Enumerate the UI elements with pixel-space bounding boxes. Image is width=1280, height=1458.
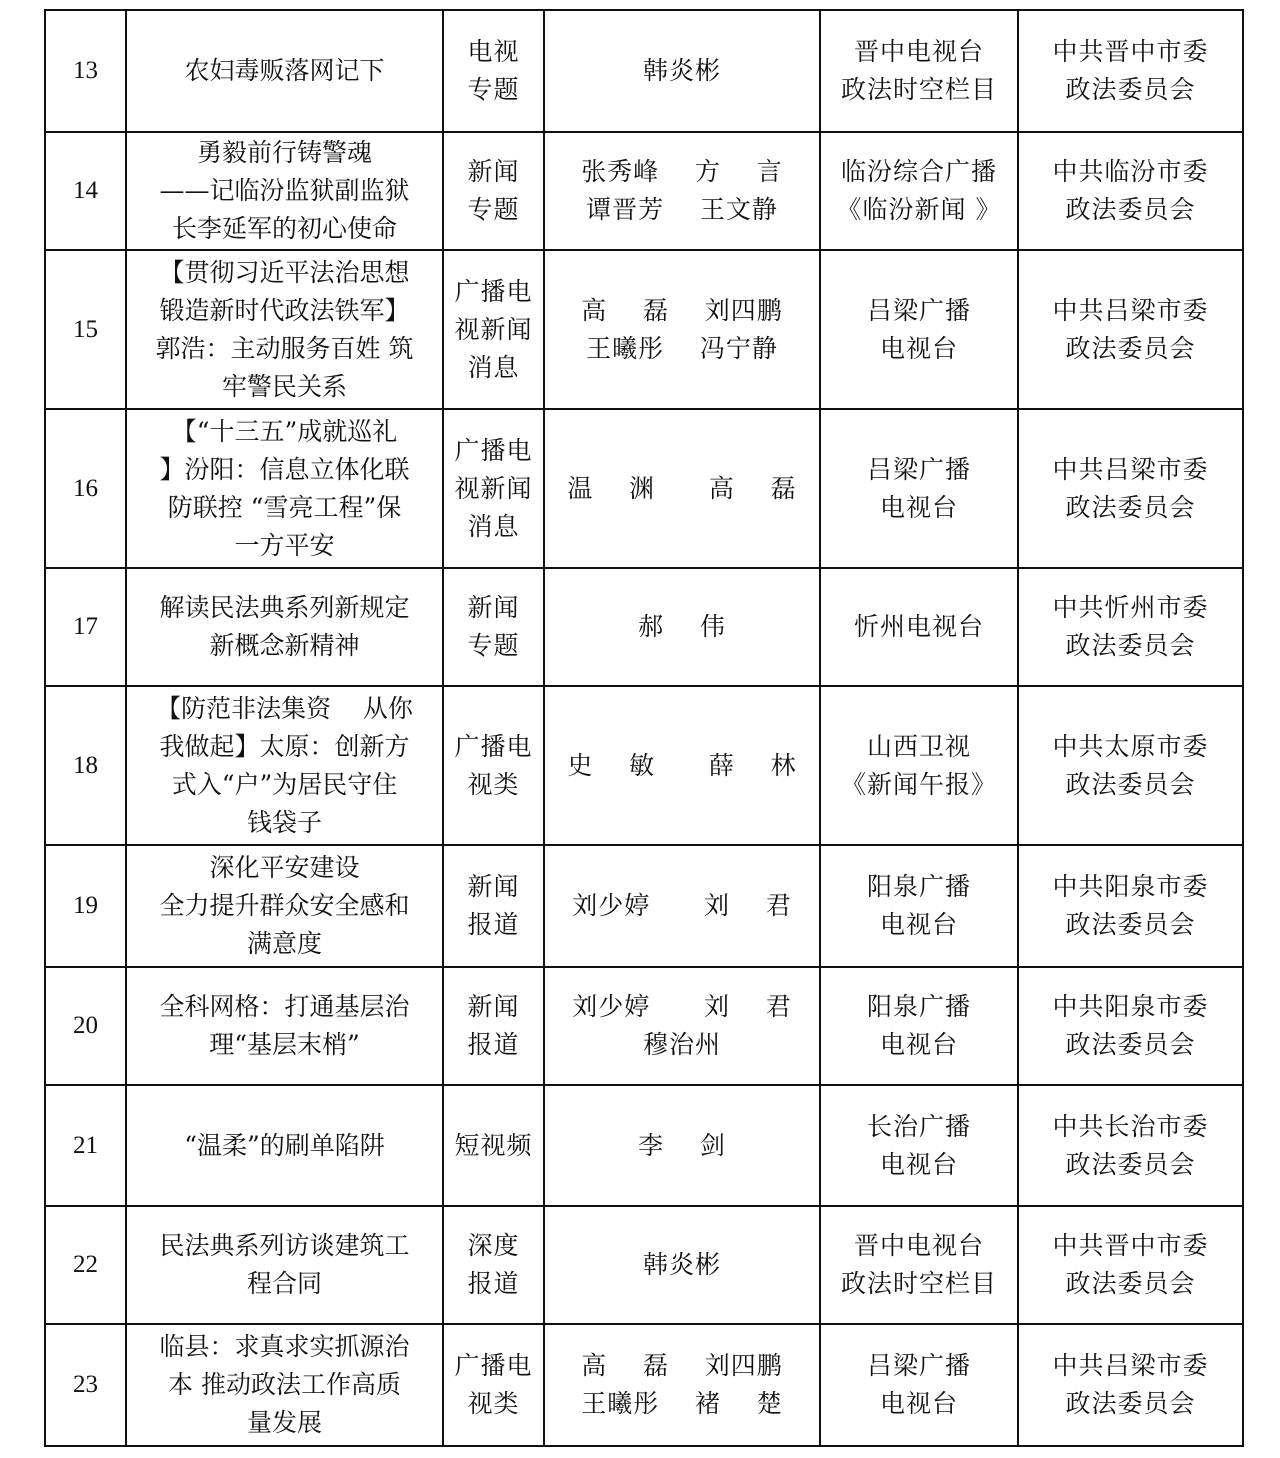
cell-authors <box>544 10 820 132</box>
cell-outlet-line: 电视台 <box>879 492 958 522</box>
table-row <box>45 1324 1243 1446</box>
cell-unit <box>1018 1206 1243 1324</box>
cell-outlet-line: 《临汾新闻 》 <box>836 195 1002 224</box>
table-row <box>45 845 1243 967</box>
cell-outlet <box>820 967 1018 1085</box>
cell-title <box>126 132 443 250</box>
cell-authors-line: 史 敏 薛 林 <box>567 750 797 780</box>
cell-category-line: 广播电 <box>454 435 533 465</box>
cell-title-line: 我做起】太原：创新方 <box>159 731 410 761</box>
cell-authors <box>544 250 820 409</box>
cell-category-line: 报道 <box>467 1030 520 1059</box>
cell-title-line: 满意度 <box>246 929 322 958</box>
cell-category-line: 深度 <box>467 1231 520 1260</box>
cell-authors-line: 张秀峰 方 言 <box>581 157 783 186</box>
cell-title <box>126 1085 443 1206</box>
cell-title-line: 【贯彻习近平法治思想 <box>159 257 410 287</box>
cell-unit-line: 中共阳泉市委 <box>1052 992 1209 1021</box>
cell-unit-line: 政法委员会 <box>1065 1030 1196 1059</box>
cell-unit-line: 政法委员会 <box>1065 492 1196 522</box>
cell-outlet <box>820 686 1018 845</box>
cell-number: 18 <box>45 686 126 845</box>
cell-unit <box>1018 132 1243 250</box>
cell-outlet-line: 长治广播 <box>866 1111 971 1141</box>
cell-unit-line: 政法委员会 <box>1065 1149 1196 1179</box>
cell-authors-line: 韩炎彬 <box>642 56 721 85</box>
cell-category <box>443 1206 544 1324</box>
cell-outlet-line: 吕梁广播 <box>866 1351 971 1380</box>
cell-category-line: 报道 <box>467 910 520 939</box>
cell-category <box>443 132 544 250</box>
cell-title-line: 防联控 “雪亮工程”保 <box>167 492 402 522</box>
cell-authors-line: 王曦彤 褚 楚 <box>581 1389 783 1418</box>
cell-authors <box>544 568 820 686</box>
cell-title-line: 【“十三五”成就巡礼 <box>171 416 398 446</box>
cell-unit-line: 中共临汾市委 <box>1052 157 1209 186</box>
cell-outlet <box>820 250 1018 409</box>
cell-category-line: 消息 <box>467 352 520 382</box>
cell-category <box>443 10 544 132</box>
cell-outlet-line: 吕梁广播 <box>866 454 971 484</box>
cell-authors-line: 刘少婷 刘 君 <box>572 992 792 1021</box>
cell-outlet-line: 政法时空栏目 <box>840 75 997 104</box>
cell-title-line: 新概念新精神 <box>209 631 360 660</box>
cell-title-line: 锻造新时代政法铁军】 <box>159 295 410 325</box>
cell-unit <box>1018 568 1243 686</box>
cell-title <box>126 845 443 967</box>
cell-unit <box>1018 409 1243 568</box>
cell-unit-line: 政法委员会 <box>1065 1389 1196 1418</box>
cell-authors <box>544 1324 820 1446</box>
cell-title-line: 本 推动政法工作高质 <box>168 1370 401 1399</box>
cell-unit <box>1018 1324 1243 1446</box>
cell-number: 13 <box>45 10 126 132</box>
cell-unit-line: 政法委员会 <box>1065 195 1196 224</box>
cell-number: 21 <box>45 1085 126 1206</box>
cell-authors <box>544 845 820 967</box>
cell-title-line: 农妇毒贩落网记下 <box>184 56 385 85</box>
cell-title-line: 钱袋子 <box>246 807 322 837</box>
cell-category-line: 广播电 <box>454 276 533 306</box>
cell-unit-line: 中共长治市委 <box>1052 1111 1209 1141</box>
cell-category-line: 新闻 <box>467 157 520 186</box>
table-row <box>45 1206 1243 1324</box>
cell-category <box>443 250 544 409</box>
cell-outlet-line: 电视台 <box>879 1149 958 1179</box>
cell-unit-line: 政法委员会 <box>1065 333 1196 363</box>
cell-outlet-line: 电视台 <box>879 910 958 939</box>
cell-authors <box>544 967 820 1085</box>
cell-authors-line: 温 渊 高 磊 <box>567 473 797 503</box>
cell-category-line: 视新闻 <box>454 314 533 344</box>
cell-title <box>126 409 443 568</box>
cell-category <box>443 568 544 686</box>
cell-outlet <box>820 845 1018 967</box>
cell-unit-line: 政法委员会 <box>1065 769 1196 799</box>
cell-outlet-line: 阳泉广播 <box>866 872 971 901</box>
cell-category-line: 专题 <box>467 75 520 104</box>
table-row <box>45 1085 1243 1206</box>
cell-title-line: 长李延军的初心使命 <box>171 214 397 243</box>
cell-title <box>126 686 443 845</box>
cell-unit <box>1018 686 1243 845</box>
awards-table <box>44 9 1244 1447</box>
cell-authors-line: 高 磊 刘四鹏 <box>581 1351 783 1380</box>
cell-unit-line: 中共阳泉市委 <box>1052 872 1209 901</box>
cell-category <box>443 845 544 967</box>
cell-number: 23 <box>45 1324 126 1446</box>
cell-outlet-line: 临汾综合广播 <box>840 157 997 186</box>
cell-outlet-line: 阳泉广播 <box>866 992 971 1021</box>
cell-unit <box>1018 1085 1243 1206</box>
cell-unit <box>1018 250 1243 409</box>
table-row <box>45 967 1243 1085</box>
cell-outlet <box>820 409 1018 568</box>
cell-category-line: 视类 <box>467 769 520 799</box>
cell-unit-line: 政法委员会 <box>1065 910 1196 939</box>
cell-outlet-line: 晋中电视台 <box>853 37 984 66</box>
cell-unit-line: 中共太原市委 <box>1052 731 1209 761</box>
cell-authors-line: 李 剑 <box>638 1130 726 1160</box>
cell-authors-line: 王曦彤 冯宁静 <box>586 333 778 363</box>
table-row <box>45 568 1243 686</box>
cell-unit-line: 中共吕梁市委 <box>1052 454 1209 484</box>
cell-title-line: 【防范非法集资 从你 <box>156 693 413 723</box>
cell-title <box>126 1206 443 1324</box>
cell-unit <box>1018 845 1243 967</box>
cell-title <box>126 967 443 1085</box>
cell-category-line: 专题 <box>467 195 520 224</box>
cell-category-line: 视类 <box>467 1389 520 1418</box>
cell-title-line: “温柔”的刷单陷阱 <box>184 1130 385 1160</box>
cell-outlet-line: 山西卫视 <box>866 731 971 761</box>
cell-unit-line: 中共吕梁市委 <box>1052 295 1209 325</box>
cell-unit-line: 中共晋中市委 <box>1052 1231 1209 1260</box>
cell-category <box>443 409 544 568</box>
cell-title-line: 理“基层末梢” <box>209 1030 360 1059</box>
cell-outlet <box>820 1324 1018 1446</box>
cell-outlet <box>820 10 1018 132</box>
cell-category-line: 消息 <box>467 511 520 541</box>
table-row <box>45 409 1243 568</box>
cell-outlet <box>820 132 1018 250</box>
cell-unit-line: 政法委员会 <box>1065 75 1196 104</box>
cell-authors <box>544 1085 820 1206</box>
cell-title-line: 全力提升群众安全感和 <box>159 891 410 920</box>
cell-outlet-line: 忻州电视台 <box>853 612 984 641</box>
cell-title-line: 深化平安建设 <box>209 853 360 882</box>
cell-title-line: 郭浩：主动服务百姓 筑 <box>155 333 414 363</box>
cell-category-line: 广播电 <box>454 1351 533 1380</box>
cell-title-line: 牢警民关系 <box>221 371 347 401</box>
cell-authors <box>544 1206 820 1324</box>
cell-title <box>126 568 443 686</box>
cell-category-line: 报道 <box>467 1269 520 1298</box>
cell-category-line: 新闻 <box>467 593 520 622</box>
cell-category-line: 新闻 <box>467 872 520 901</box>
table-body <box>45 10 1243 1446</box>
cell-number: 19 <box>45 845 126 967</box>
cell-category <box>443 1085 544 1206</box>
cell-category-line: 电视 <box>467 37 520 66</box>
cell-title <box>126 10 443 132</box>
cell-title-line: 勇毅前行铸警魂 <box>196 138 372 167</box>
table-row <box>45 686 1243 845</box>
cell-title-line: 】汾阳：信息立体化联 <box>159 454 410 484</box>
cell-number: 17 <box>45 568 126 686</box>
cell-category-line: 专题 <box>467 631 520 660</box>
cell-category-line: 新闻 <box>467 992 520 1021</box>
cell-outlet-line: 吕梁广播 <box>866 295 971 325</box>
cell-outlet-line: 政法时空栏目 <box>840 1269 997 1298</box>
cell-outlet-line: 电视台 <box>879 333 958 363</box>
cell-authors <box>544 409 820 568</box>
cell-title-line: 式入“户”为居民守住 <box>171 769 398 799</box>
cell-authors-line: 穆治州 <box>642 1030 721 1059</box>
cell-authors-line: 刘少婷 刘 君 <box>572 891 792 920</box>
cell-title-line: 解读民法典系列新规定 <box>159 593 410 622</box>
cell-category-line: 视新闻 <box>454 473 533 503</box>
cell-authors-line: 高 磊 刘四鹏 <box>581 295 783 325</box>
cell-title-line: 程合同 <box>246 1269 322 1298</box>
cell-category <box>443 967 544 1085</box>
cell-outlet <box>820 1206 1018 1324</box>
cell-outlet-line: 晋中电视台 <box>853 1231 984 1260</box>
cell-title <box>126 250 443 409</box>
cell-unit-line: 中共吕梁市委 <box>1052 1351 1209 1380</box>
cell-unit-line: 政法委员会 <box>1065 631 1196 660</box>
cell-title-line: 一方平安 <box>234 530 335 560</box>
cell-outlet <box>820 1085 1018 1206</box>
table-row <box>45 132 1243 250</box>
cell-unit-line: 中共忻州市委 <box>1052 593 1209 622</box>
cell-title <box>126 1324 443 1446</box>
cell-category <box>443 1324 544 1446</box>
cell-outlet-line: 《新闻午报》 <box>840 769 997 799</box>
cell-unit-line: 政法委员会 <box>1065 1269 1196 1298</box>
cell-number: 15 <box>45 250 126 409</box>
cell-authors-line: 郝 伟 <box>638 612 726 641</box>
cell-title-line: 量发展 <box>246 1408 322 1437</box>
cell-unit <box>1018 10 1243 132</box>
cell-outlet <box>820 568 1018 686</box>
cell-outlet-line: 电视台 <box>879 1389 958 1418</box>
cell-number: 16 <box>45 409 126 568</box>
cell-category-line: 短视频 <box>454 1130 533 1160</box>
table-row <box>45 250 1243 409</box>
cell-category-line: 广播电 <box>454 731 533 761</box>
cell-unit-line: 中共晋中市委 <box>1052 37 1209 66</box>
cell-number: 14 <box>45 132 126 250</box>
table-row <box>45 10 1243 132</box>
cell-authors-line: 谭晋芳 王文静 <box>586 195 778 224</box>
cell-authors <box>544 686 820 845</box>
cell-title-line: 民法典系列访谈建筑工 <box>159 1231 410 1260</box>
cell-unit <box>1018 967 1243 1085</box>
cell-title-line: ——记临汾监狱副监狱 <box>159 176 410 205</box>
cell-authors-line: 韩炎彬 <box>642 1250 721 1279</box>
cell-title-line: 全科网格：打通基层治 <box>159 992 410 1021</box>
cell-number: 20 <box>45 967 126 1085</box>
cell-number: 22 <box>45 1206 126 1324</box>
cell-category <box>443 686 544 845</box>
cell-authors <box>544 132 820 250</box>
cell-outlet-line: 电视台 <box>879 1030 958 1059</box>
cell-title-line: 临县：求真求实抓源治 <box>159 1332 410 1361</box>
